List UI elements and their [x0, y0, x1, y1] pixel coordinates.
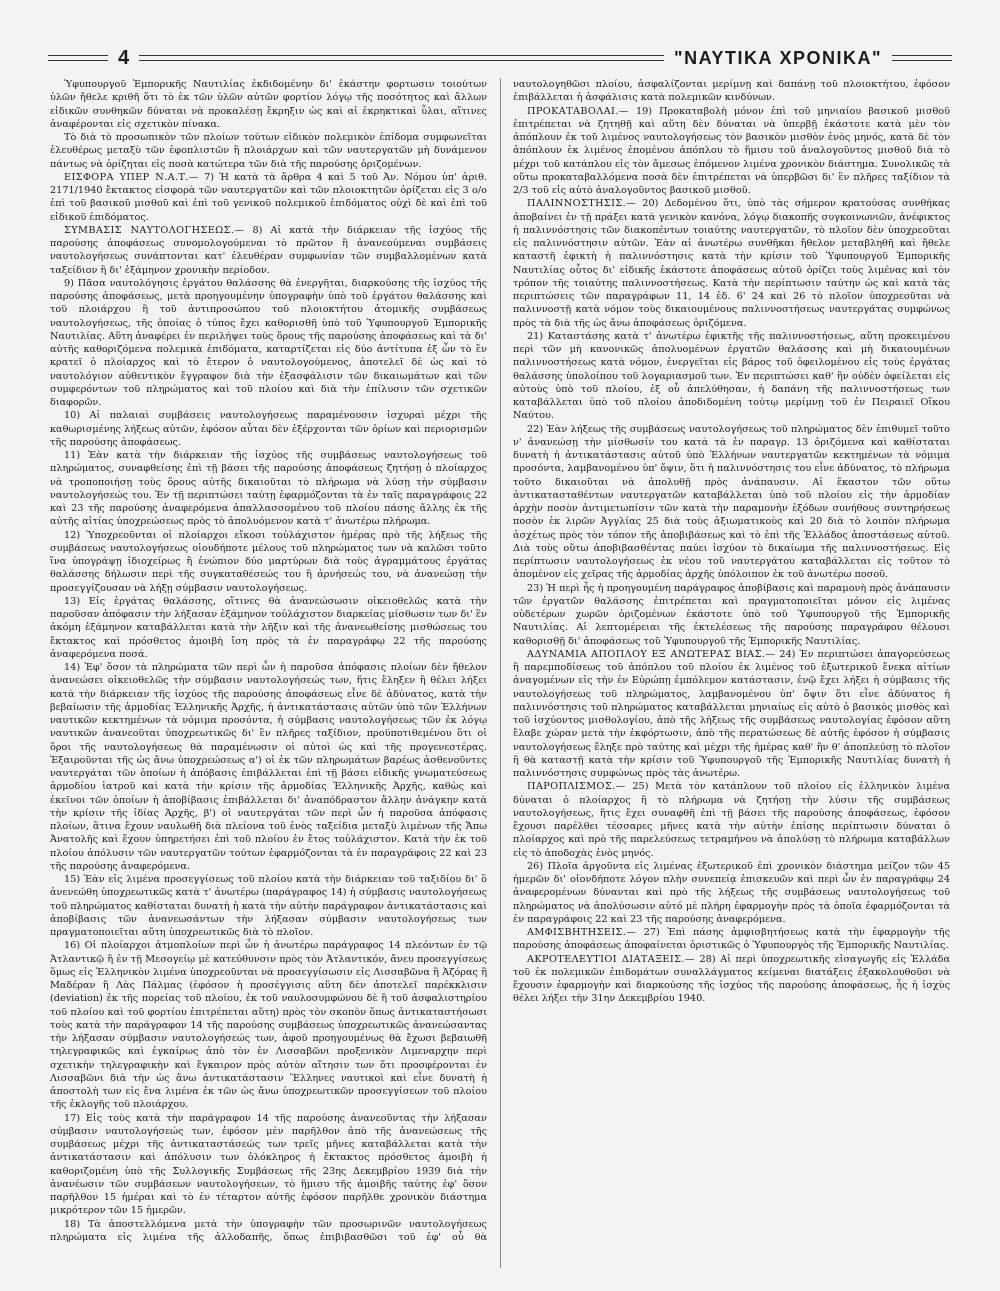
paragraph-text: 23) Ἡ περὶ ἧς ἡ προηγουμένη παράγραφος ἀποβίβασις καὶ παραμονὴ πρὸς ἀνάπαυσιν τῶν ἐργατῶν θαλάσσης ἐπιτρέπεται καὶ πραγματοποιεῖται μόνον εἰς λιμένας οὐδετέρων χωρῶν ὁριζομένων ἑκάστοτε ὑπὸ τοῦ Ὑφυπουργοῦ τῆς Ἐμπορικῆς Ναυτιλίας. Αἱ λεπτομέρειαι τῆς ἐκτελέσεως τῆς παρούσης παραγράφου θέλουσι καθορισθῇ δι' ἀποφάσεως τοῦ Ὑφυπουργοῦ τῆς Ἐμπορικῆς Ναυτιλίας.	[513, 582, 950, 647]
article-paragraph	[50, 449, 487, 529]
paragraph-text: 20) Δεδομένου ὅτι, ὑπὸ τὰς σήμερον κρατούσας συνθήκας ἀποβαίνει ἐν τῇ πράξει κατὰ γενικὸν κανόνα, λόγῳ διακοπῆς συγκοινωνιῶν, ἀνέφικτος ἡ παλιννόστησις τῶν διακοπέντων τοιαύτης ναυτεργατῶν, τὸ πλοῖον δὲν ὑποχρεοῦται εἰς παλιννόστησιν αὐτῶν. Ἐὰν αἱ ἀνωτέρω συνθῆκαι ἤθελον μεταβληθῆ καὶ ἤθελε καταστῆ ἐφικτὴ ἡ παλιννόστησις κατὰ τὴν κρίσιν τοῦ Ὑφυπουργοῦ Ἐμπορικῆς Ναυτιλίας οὗτος δι' εἰδικῆς ἑκάστοτε ἀποφάσεως αὐτοῦ ὁρίζει τοὺς λιμένας καὶ τὸν τρόπον τῆς τοιαύτης παλιννοστήσεως. Κατὰ τὴν περίπτωσιν ταύτην ὡς καὶ κατὰ τὰς περιπτώσεις τῶν παραγράφων 11, 14 ἐδ. 6' 24 καὶ 26 τὸ πλοῖον ὑποχρεοῦται νὰ παλιννοστῇ κατὰ νόμον τοὺς δικαιουμένους παλιννοστήσεως ναυτεργάτας συμφώνως πρὸς τὰ διὰ τῆς ὡς ἄνω ἀποφάσεως ὁριζόμενα.	[513, 198, 950, 329]
section-heading: ΕΙΣΦΟΡΑ ΥΠΕΡ Ν.Α.Τ.—	[64, 171, 199, 183]
header-rule-middle	[139, 55, 664, 61]
section-heading: ΑΚΡΟΤΕΛΕΥΤΙΟΙ ΔΙΑΤΑΞΕΙΣ.—	[527, 953, 695, 965]
article-paragraph	[513, 926, 950, 953]
article-paragraph	[50, 873, 487, 939]
paragraph-text: Ὑφυπουργοῦ Ἐμπορικῆς Ναυτιλίας ἐκδιδομένην δι' ἑκάστην φορτωσιν τοιούτων ὑλῶν ἤθελε κριθῆ ὅτι τὸ ἐκ τῶν ὑλῶν αὐτῶν φορτίον λόγῳ τῆς ποσότητος καὶ ἄλλων εἰδικῶν συνθηκῶν δύναται νὰ προκαλέσῃ ἔκρηξιν ὡς καὶ αἱ ἐκρηκτικαὶ ὗλαι, αἵτινες ἀναφέρονται εἰς σχετικὸν πίνακα.	[50, 79, 487, 130]
page-number: 4	[118, 46, 130, 69]
section-heading: ΣΥΜΒΑΣΙΣ ΝΑΥΤΟΛΟΓΗΣΕΩΣ.—	[64, 224, 245, 236]
paragraph-text: 18) Τὰ ἀποστελλόμενα μετὰ τὴν ὑπογραφὴν τῶν προσωρινῶν ναυτολογήσεως πληρώματα εἰς λιμένα τῆς ἀλλοδαπῆς, ὅπως ἐπιβιβασθῶσι τοῦ ἐφ' οὗ θὰ ναυτολογηθῶσι πλοίου, ἀσφαλίζονται μερίμνῃ καὶ δαπάνῃ τοῦ πλοιοκτήτου, ἐφόσον ἐπιβάλλεται ἡ ἀσφάλισις κατὰ πολεμικῶν κινδύνων.	[50, 79, 950, 1243]
paragraph-text: 27) Ἐπὶ πάσης ἀμφισβητήσεως κατὰ τὴν ἐφαρμογὴν τῆς παρούσης ἀποφάσεως ἀποφαίνεται ὁριστικῶς ὁ Ὑφυπουργὸς τῆς Ἐμπορικῆς Ναυτιλίας.	[513, 927, 950, 952]
page-header	[48, 44, 952, 72]
paragraph-text: Τὸ διὰ τὸ προσωπικὸν τῶν πλοίων τούτων εἰδικὸν πολεμικὸν ἐπίδομα συμφωνεῖται ἐλευθέρως μεταξὺ τῶν ἐφοπλιστῶν ἢ πλοιάρχων καὶ τῶν ναυτεργατῶν μὴ δυνάμενον πάντως νὰ ὁρίζηται εἰς ποσὰ κατώτερα τῶν διὰ τῆς παρούσης ὁριζομένων.	[50, 132, 487, 170]
paragraph-text: 11) Ἐὰν κατὰ τὴν διάρκειαν τῆς ἰσχύος τῆς συμβάσεως ναυτολογήσεως τοῦ πληρώματος, συναφθείσης ἐπὶ τῇ βάσει τῆς παρούσης ἀποφάσεως ζητήσῃ ὁ πλοίαρχος νὰ τροποποιήσῃ τοὺς ὅρους αὐτῆς δικαιοῦται τὸ πλήρωμα νὰ λύσῃ τὴν σύμβασιν ναυτολογήσεώς του. Ἐν τῇ περιπτώσει ταύτῃ ἐφαρμόζονται τὰ ἐν ταῖς παραγράφοις 22 καὶ 23 τῆς παρούσης ἀναφερόμενα ἀπαλλασσομένου τοῦ πλοίου πάσης ἄλλης ἐκ τῆς αὐτῆς αἰτίας ὑποχρεώσεως πρὸς τὸ ἀπολυόμενον κατὰ τ' ἀνωτέρω πλήρωμα.	[50, 450, 487, 528]
article-paragraph	[50, 171, 487, 224]
paragraph-text: 10) Αἱ παλαιαὶ συμβάσεις ναυτολογήσεως παραμένουσιν ἰσχυραὶ μέχρι τῆς καθωρισμένης λήξεως αὐτῶν, ἐφόσον αὗται δὲν ἐξέρχονται τῶν ὁρίων καὶ περιορισμῶν τῆς παρούσης ἀποφάσεως.	[50, 410, 487, 448]
article-paragraph	[50, 1112, 487, 1218]
article-paragraph	[50, 277, 487, 410]
publication-title: "ΝΑΥΤΙΚΑ ΧΡΟΝΙΚΑ"	[674, 47, 882, 68]
section-heading: ΑΔΥΝΑΜΙΑ ΑΠΟΠΛΟΥ ΕΞ ΑΝΩΤΕΡΑΣ ΒΙΑΣ.—	[527, 648, 776, 660]
paragraph-text: 12) Ὑποχρεοῦνται οἱ πλοίαρχοι εἴκοσι τοὐλάχιστον ἡμέρας πρὸ τῆς λήξεως τῆς συμβάσεως ναυτολογήσεως οἱουδήποτε μέλους τοῦ πληρώματος των νὰ καλῶσι τοῦτο ἵνα ὑπογράψῃ ἰδιοχείρως ἢ ἐνώπιον δύο μαρτύρων διὰ τοὺς ἀγραμμάτους ἐργάτας θαλάσσης δήλωσιν περὶ τῆς συγκαταθέσεώς του ἢ ἀρνήσεώς του, νὰ ἀνανεώσῃ τὴν προσεγγίζουσαν νὰ λήξῃ σύμβασιν ναυτολογήσεως.	[50, 529, 487, 594]
paragraph-text: 8) Αἱ κατὰ τὴν διάρκειαν τῆς ἰσχύος τῆς παρούσης ἀποφάσεως συνομολογούμεναι τὸ πρῶτον ἢ ἀνανεούμεναι συμβάσεις ναυτολογήσεως συνάπτονται κατ' ἐλευθέραν συμφωνίαν τῶν συμβαλλομένων κατὰ ταξείδιον ἢ δι' ἑξάμηνον χρονικὴν περίοδον.	[50, 224, 487, 276]
paragraph-text: 28) Αἱ περὶ ὑποχρεωτικῆς εἰσαγωγῆς εἰς Ἑλλάδα τοῦ ἐκ πολεμικῶν ἐπιδομάτων συναλλάγματος κείμεναι διατάξεις ἐξακολουθοῦσι νὰ ἔχουσιν ἐφαρμογὴν καὶ διαρκούσης τῆς ἰσχύος τῆς παρούσης ἀποφάσεως, ἧς ἡ ἰσχὺς θέλει λήξει τὴν 31ην Δεκεμβρίου 1940.	[513, 953, 950, 1005]
header-rule-left	[48, 55, 108, 61]
paragraph-text: 15) Ἐὰν εἰς λιμένα προσεγγίσεως τοῦ πλοίου κατὰ τὴν διάρκειαν τοῦ ταξιδίου δι' ὃ ἀνενεώθη ὑποχρεωτικῶς κατὰ τ' ἀνωτέρω (παράγραφος 14) ἡ σύμβασις ναυτολογήσεως τοῦ πληρώματος καθίσταται δυνατὴ ἡ κατὰ τὴν αὐτὴν παράγραφον ἀντικατάστασις καὶ ἀποβίβασις τῶν ἀνανεωσάντων τὴν λήξασαν σύμβασιν ναυτολογήσεως των πραγματοποιεῖται αὕτη ὑποχρεωτικῶς διὰ τὸ πλοῖον.	[50, 874, 487, 938]
article-paragraph	[50, 595, 487, 661]
article-paragraph	[50, 409, 487, 449]
paragraph-text: 9) Πᾶσα ναυτολόγησις ἐργάτου θαλάσσης θὰ ἐνεργῆται, διαρκούσης τῆς ἰσχύος τῆς παρούσης ἀποφάσεως, μετὰ προηγουμένην ὑπογραφὴν ὑπὸ τοῦ ἐργάτου θαλάσσης καὶ τοῦ πλοιάρχου ἢ τοῦ ἀντιπροσώπου τοῦ πλοιοκτήτου ἀτομικῆς συμβάσεως ναυτολογήσεως, τῆς ὁποίας ὁ τύπος ἔχει καθορισθῆ ὑπὸ τοῦ Ὑφυπουργοῦ Ἐμπορικῆς Ναυτιλίας. Αὕτη ἀναφέρει ἐν περιλήψει τοὺς ὅρους τῆς παρούσης ἀποφάσεως καὶ τὰ δι' αὐτῆς καθοριζόμενα πολεμικὰ ἐπιδόματα, καταρτίζεται εἰς δύο ἀντίτυπα ἐξ ὧν τὸ ἓν κρατεῖ ὁ πλοίαρχος καὶ τὸ ἕτερον ὁ ναυτολογούμενος, ἀποτελεῖ δὲ ὡς καὶ τὸ ναυτολόγιον αὐθεντικὸν ἔγγραφον διὰ τὴν ἐξασφάλισιν τῶν δικαιωμάτων καὶ τῶν συμφερόντων τοῦ πληρώματος καὶ τοῦ πλοίου καὶ διὰ τὴν ἐπίλυσιν τῶν σχετικῶν διαφορῶν.	[50, 277, 487, 408]
article-paragraph	[513, 780, 950, 860]
paragraph-text: 7) Ἡ κατὰ τὰ ἄρθρα 4 καὶ 5 τοῦ Ἀν. Νόμου ὑπ' ἀριθ. 2171/1940 ἔκτακτος εἰσφορὰ τῶν ναυτεργατῶν καὶ τῶν πλοιοκτητῶν ὁρίζεται εἰς 3 ο/ο ἐπὶ τοῦ βασικοῦ μισθοῦ καὶ ἐπὶ τοῦ γενικοῦ πολεμικοῦ ἐπιδόματος οὐχὶ δὲ καὶ ἐπὶ τοῦ εἰδικοῦ ἐπιδόματος.	[50, 171, 487, 223]
article-paragraph	[50, 78, 487, 131]
article-paragraph	[513, 648, 950, 781]
article-paragraph	[50, 661, 487, 873]
article-paragraph	[50, 131, 487, 171]
section-heading: ΠΡΟΚΑΤΑΒΟΛΑΙ.—	[527, 105, 629, 117]
article-paragraph	[513, 953, 950, 1006]
paragraph-text: 24) Ἐν περιπτώσει ἀπαγορεύσεως ἢ παρεμποδίσεως τοῦ ἀπόπλου τοῦ πλοίου ἐκ λιμένος τοῦ ἐξωτερικοῦ ἕνεκα αἰτίων ἀναγομένων εἰς τὴν ἐν Εὐρώπῃ ἐμπόλεμον κατάστασιν, ἐνῷ ἔχει λήξει ἡ σύμβασις τῆς ναυτολογήσεως τοῦ πληρώματος, λαμβανομένου ὑπ' ὄψιν ὅτι εἶνε ἀδύνατος ἡ παλιννόστησις τοῦ πληρώματος καταβάλλεται μηνιαίως εἰς αὐτὸ ὁ βασικὸς μισθὸς καὶ τοῦ ἰσχύοντος μισθολογίου, ἀπὸ τῆς λήξεως τῆς συμβάσεως ναυτολογίας ἐφόσον αὕτη ἔλαβε χώραν μετὰ τὴν ἐκφόρτωσιν, ἀπὸ τῆς περατώσεως δὲ αὐτῆς ἐφόσον ἡ σύμβασις ναυτολογήσεως ἔληξε πρὸ ταύτης καὶ μέχρι τῆς ἡμέρας καθ' ἣν θ' ἀποπλεύσῃ τὸ πλοῖον ἢ θὰ καταστῇ κατὰ τὴν κρίσιν τοῦ Ὑφυπουργοῦ τῆς Ἐμπορικῆς Ναυτιλίας δυνατὴ ἡ παλιννόστησις συμφώνως πρὸς τὰς ἀνωτέρω.	[513, 648, 950, 779]
article-paragraph	[513, 582, 950, 648]
paragraph-text: 13) Εἰς ἐργάτας θαλάσσης, οἵτινες θὰ ἀνανεώσωσιν οἰκειοθελῶς κατὰ τὴν παροῦσαν ἀπόφασιν τὴν λήξασαν ἑξάμηνον τοὐλάχιστον διαρκείας μίσθωσιν των δι' ἓν ἀκόμη ἑξάμηνον καταβάλλεται κατὰ τὴν λῆξιν καὶ τῆς ἀνανεωθείσης μισθώσεως του ἔκτακτος καὶ πρόσθετος ἀμοιβὴ ἴση πρὸς τὰ ἐν παραγράφῳ 22 τῆς παρούσης ἀναφερόμενα ποσά.	[50, 595, 487, 660]
paragraph-text: 26) Πλοῖα ἀργοῦντα εἰς λιμένας ἐξωτερικοῦ ἐπὶ χρονικὸν διάστημα μείζον τῶν 45 ἡμερῶν δι' οἱονδήποτε λόγον πλὴν συνεπείᾳ ἐπισκευῶν καὶ περὶ ὧν ἐν παραγράφῳ 24 ἀναφερομένων δύνανται καὶ πρὸ τῆς λήξεως τῆς συμβάσεως ναυτολογήσεως τοῦ πληρώματος νὰ ἀπολύσωσιν αὐτό μὲ πλήρη ἐφαρμογὴν πρὸς τὰ ὁποῖα ἐφαρμόζονται τὰ ἐν παραγράφοις 22 καὶ 23 τῆς παρούσης ἀναφερόμενα.	[513, 860, 950, 925]
article-body	[50, 78, 950, 1268]
article-paragraph	[513, 423, 950, 582]
article-paragraph	[513, 330, 950, 423]
paragraph-text: 16) Οἱ πλοίαρχοι ἀτμοπλοίων περὶ ὧν ἡ ἀνωτέρω παράγραφος 14 πλεόντων ἐν τῷ Ἀτλαντικῷ ἢ ἐν τῇ Μεσογείῳ μὲ κατεύθυνσιν πρὸς τὸν Ἀτλαντικόν, ἄνευ προσεγγίσεως ὅμως εἰς Ἑλληνικὸν λιμένα ὑποχρεοῦνται νὰ προσεγγίσωσιν εἰς Λισσαβῶνα ἢ Ἀζόρας ἢ Μαδέραν ἢ Λὰς Πάλμας (ἐφόσον ἡ προσέγγισις αὕτη δὲν ἀποτελεῖ παρέκκλισιν (deviation) ἐκ τῆς πορείας τοῦ πλοίου, ἐκ τοῦ ναυλοσυμφώνου δὲ ἢ τοῦ ἀσφαλιστηρίου τοῦ πλοίου καὶ τοῦ φορτίου ἐπιτρέπεται αὕτη) πρὸς τὸν σκοπὸν ὅπως ἀντικαταστήσωσι τοὺς κατὰ τὴν παράγραφον 14 τῆς παρούσης συμβάσεως ὑποχρεωτικῶς ἀνανεώσαντας τὴν λήξασαν σύμβασιν ναυτολογήσεώς των, ἀφοῦ προηγουμένως θὰ ἔχωσι βεβαιωθῆ τηλεγραφικῶς καὶ ἐγκαίρως ἀπὸ τὸν ἐν Λισσαβῶνι προξενικὸν Λιμεναρχην περὶ σχετικὴν τηλεγραφικὴν καὶ ἔγκαιρον πρὸς αὐτὸν αἴτησιν των ὅτι προσφέρονται ἐν Λισσαβῶνι διὰ τὴν ὡς ἄνω ἀντικατάστασιν Ἕλληνες ναυτικοὶ καὶ εἶνε δυνατὴ ἡ ἀποστολὴ των εἰς ἕνα λιμένα ἐκ τῶν ὡς ἄνω ὑποχρεωτικῶν προσεγγίσεων τοῦ πλοίου τῆς ἐκλογῆς τοῦ πλοιάρχου.	[50, 940, 487, 1111]
article-paragraph	[50, 224, 487, 277]
paragraph-text: 17) Εἰς τοὺς κατὰ τὴν παράγραφον 14 τῆς παρούσης ἀνανεοῦντας τὴν λήξασαν σύμβασιν ναυτολογήσεώς των, ἐφόσον μὲν παρῆλθον ἀπὸ τῆς ἀνανεώσεως τῆς συμβάσεως μέχρι τῆς ἀντικαταστάσεώς των τρεῖς μῆνες καταβάλλεται κατὰ τὴν ἀντικατάστασιν καὶ ἀπόλυσιν των ὁλόκληρος ἡ ἔκτακτος πρόσθετος ἀμοιβὴ ἡ καθοριζομένη ὑπὸ τῆς Συλλογικῆς Συμβάσεως τῆς 23ης Δεκεμβρίου 1939 διὰ τὴν ἀνανέωσιν τῶν συμβάσεων ναυτολογήσεων, τὸ ἥμισυ τῆς ἀμοιβῆς ταύτης ἐφ' ὅσον παρῆλθον 15 ἡμέραι καὶ τὸ ἐν τέταρτον αὐτῆς ἐφόσον παρῆλθε χρονικὸν διάστημα μικρότερον τῶν 15 ἡμερῶν.	[50, 1112, 487, 1217]
paragraph-text: 25) Μετὰ τὸν κατάπλουν τοῦ πλοίου εἰς ἑλληνικὸν λιμένα δύναται ὁ πλοίαρχος ἢ τὸ πλήρωμα νὰ ζητήσῃ τὴν λύσιν τῆς συμβάσεως ναυτολογήσεως, ἥτις ἔχει συναφθῆ ἐπὶ τῇ βάσει τῆς παρούσης ἀποφάσεως, ἐφόσον ἔχουσι παρέλθει τέσσαρες μῆνες κατὰ τὴν αὐτὴν ἐπίσης περίπτωσιν δύναται ὁ πλοίαρχος καὶ πρὸ τῆς παρελεύσεως τετραμήνου νὰ ἀπολύσῃ τὸ πλήρωμα καταβάλλων εἰς τὸ ἀποδοχὰς ἑνὸς μηνός.	[513, 781, 950, 859]
article-paragraph	[513, 197, 950, 330]
paragraph-text: 19) Προκαταβολὴ μόνον ἐπὶ τοῦ μηνιαίου βασικοῦ μισθοῦ ἐπιτρέπεται νὰ ζητηθῇ καὶ αὕτη δὲν δύναται νὰ ὑπερβῇ ἑκάστοτε κατὰ μὲν τὸν ἀπόπλουν ἐκ τοῦ λιμένος ναυτολογήσεως τὸν βασικὸν μισθὸν ἑνὸς μηνός, κατὰ δὲ τὸν ἀπόπλουν ἐκ λιμένος ἐπομένου ἀπόπλου τὸ ἥμισυ τοῦ ἀναλογοῦντος μισθοῦ διὰ τὸ μέχρι τοῦ κατάπλου εἰς τὸν ἄμεσως ἑπόμενον λιμένα χρονικὸν διάστημα. Συνολικῶς τὰ οὕτω προκαταβαλλόμενα ποσὰ δὲν ἐπιτρέπεται νὰ ὑπερβῶσι δι' ἓν πλῆρες ταξίδιον τὰ 2/3 τοῦ εἰς αὐτὸ ἀναλογοῦντος βασικοῦ μισθοῦ.	[513, 105, 950, 196]
section-heading: ΠΑΛΙΝΝΟΣΤΗΣΙΣ.—	[527, 198, 637, 210]
paragraph-text: 22) Ἐὰν λήξεως τῆς συμβάσεως ναυτολογήσεως τοῦ πληρώματος δὲν ἐπιθυμεῖ τοῦτο ν' ἀνανεώσῃ τὴν μίσθωσίν του κατὰ τὰ ἐν παραγρ. 13 ὁριζόμενα καὶ καθίσταται δυνατὴ ἡ ἀντικατάστασις αὐτοῦ ὑπὸ Ἑλλήνων ναυτεργατῶν κεκτημένων τὰ νόμιμα προσόντα, λαμβανομένου ὑπ' ὄψιν, ὅτι ἡ παλιννόστησις του εἶνε ἀδύνατος, τὸ πλήρωμα τοῦτο δικαιοῦται νὰ ἀπολυθῇ πρὸς ἀνάπαυσιν. Αἱ ἕκαστον τῶν οὕτω ἀντικατασταθέντων ναυτεργατῶν καταβάλλεται ὑπὸ τοῦ πλοίου εἰς τὴν ἁρμοδίαν ἀρχὴν ποσὸν ἀντιμετωπίσιν τῶν κατὰ τὴν παραμονὴν ἐξόδων συνήθους συντηρήσεως ποσὸν ἐκ λιρῶν Ἀγγλίας 25 διὰ τοὺς ἀξιωματικοὺς καὶ 20 διὰ τὸ λοιπὸν πλήρωμα ἀσχέτως πρὸς τὸν τόπον τῆς ἀποβιβάσεως καὶ τὸ ἐπὶ τῆς Ἑλλάδος ἀποστάσεως αὐτοῦ. Διὰ τοὺς οὕτω ἀποβιβασθέντας παύει ἰσχύον τὸ δικαίωμα τῆς παλιννοστήσεως. Εἰς περίπτωσιν ναυτολογήσεως ἐκ νέου τοῦ ναυτεργάτου καταβάλλεται εἰς τοῦτον τὸ ἀπομένον εἰς χεῖρας τῆς ἁρμοδίας ἀρχῆς ὑπόλοιπον ἐκ τοῦ ἀνωτέρω ποσοῦ.	[513, 423, 950, 581]
section-heading: ΠΑΡΟΠΛΙΣΜΟΣ.—	[527, 781, 626, 793]
article-paragraph	[50, 529, 487, 595]
paragraph-text: 21) Καταστάσης κατὰ τ' ἀνωτέρω ἐφικτῆς τῆς παλιννοστήσεως, αὕτη προκειμένου περὶ τῶν μὴ κανονικῶς ἀπολυομένων ἐργατῶν θαλάσσης καὶ μὴ δικαιουμένων παλιννοστήσεως κατὰ νόμον, ἐνεργεῖται εἰς βάρος τοῦ ὀφειλομένου εἰς τοὺς ἐργάτας θαλάσσης ὑπολοίπου τοῦ λογαριασμοῦ των. Ἐν περιπτώσει καθ' ἣν οὐδὲν ὀφείλεται εἰς αὐτοὺς ὑπὸ τοῦ πλοίου, ἐξ οὗ ἀπελύθησαν, ἡ δαπάνη τῆς παλιννοστήσεως των καταβάλλεται ὑπὸ τοῦ πλοίου ἀποδιδομένη τούτῳ μερίμνῃ τοῦ ἐν Πειραιεῖ Οἴκου Ναύτου.	[513, 330, 950, 422]
article-paragraph	[50, 939, 487, 1111]
header-rule-right	[892, 55, 952, 61]
article-paragraph	[513, 105, 950, 198]
section-heading: ΑΜΦΙΣΒΗΤΗΣΕΙΣ.—	[527, 927, 637, 938]
paragraph-text: 14) Ἐφ' ὅσον τὰ πληρώματα τῶν περὶ ὧν ἡ παροῦσα ἀπόφασις πλοίων δὲν ἤθελον ἀνανεώσει οἰκειοθελῶς τὴν σύμβασιν ναυτολογήσεώς των, ἥτις ἔληξεν ἢ θέλει λήξει κατὰ τὴν διάρκειαν τῆς ἰσχύος τῆς παρούσης ἀποφάσεως εἶνε δὲ ἀδύνατος, κατὰ τὴν βεβαίωσιν τῆς ἁρμοδίας Ἑλληνικῆς Ἀρχῆς, ἡ ἀντικατάστασις αὐτῶν ὑπὸ τῶν Ἑλλήνων ναυτικῶν κεκτημένων τὰ νόμιμα προσόντα, ἡ σύμβασις ναυτολογήσεως τῶν ἐκ λόγῳ ναυτικῶν ἀνανεοῦται ὑποχρεωτικῶς δι' ἓν πλῆρες ταξίδιον, προϋποτιθεμένου ὅτι οἱ ὅροι τῆς ναυτολογήσεως θὰ παραμένωσιν οἱ αὐτοὶ ὡς καὶ τῆς προγενεστέρας. Ἐξαιροῦνται τῆς ὡς ἄνω ὑποχρεώσεως α') οἱ ἐκ τῶν πληρωμάτων βαρέως ἀσθενοῦντες ναυτεργάται τῶν ὁποίων ἡ ἀπόβασις ἐπιβάλλεται ἐπὶ τῇ βάσει εἰδικῆς γνωματεύσεως ἁρμοδίου ἰατροῦ καὶ κατὰ τὴν κρίσιν τῆς ἁρμοδίας Ἑλληνικῆς Ἀρχῆς, καθὼς καὶ ἐκεῖνοι τῶν ὁποίων ἡ ἀποβίβασις ἐπιβάλλεται δι' ἀναπόδραστον ἄλλην ἀνάγκην κατὰ τὴν κρίσιν τῆς ἰδίας Ἀρχῆς, β') οἱ ναυτεργάται τῶν περὶ ὧν ἡ παροῦσα ἀπόφασις πλοίων, ἅτινα ἔχουν ναυλωθῆ διὰ πλείονα τοῦ ἑνὸς ταξείδια μεταξὺ λιμένων τῆς Ἄπω Ἀνατολῆς καὶ ἔχουν ὑπηρετήσει ἐπὶ τοῦ πλοίου ἐν ἔτος τοὐλάχιστον. Κατὰ τὴν ἐκ τοῦ πλοίου ἀπόλυσιν τῶν ναυτεργατῶν τούτων ἐφαρμόζονται τὰ ἐν παραγράφοις 22 καὶ 23 τῆς παρούσης ἀναφερόμενα.	[50, 662, 487, 872]
article-paragraph	[513, 860, 950, 926]
